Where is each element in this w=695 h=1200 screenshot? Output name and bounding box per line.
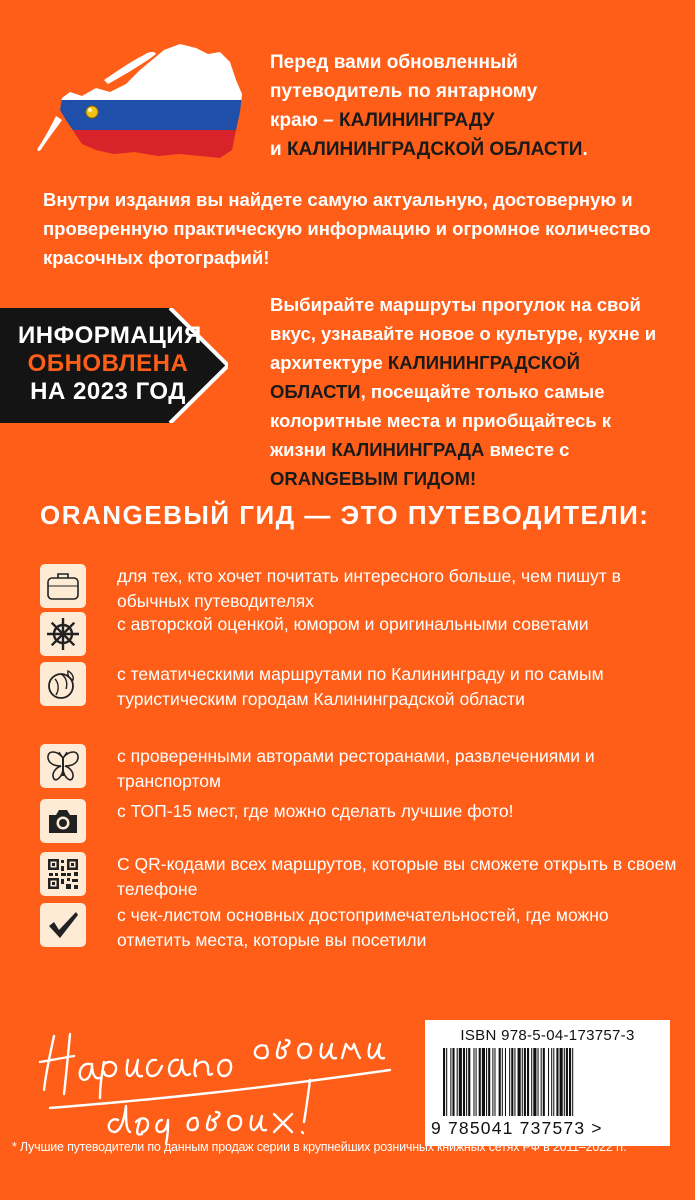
intro-highlight-region: КАЛИНИНГРАДСКОЙ ОБЛАСТИ <box>286 139 583 160</box>
routes-highlight-region: КАЛИНИНГРАДСКОЙ ОБЛАСТИ <box>270 352 580 402</box>
feature-text-5: с ТОП-15 мест, где можно сделать лучшие фото! <box>117 801 514 821</box>
routes-text-3: вместе с <box>484 439 570 460</box>
routes-highlight-guide: ORANGEВЫМ ГИДОМ! <box>270 468 477 489</box>
badge-line-2: ОБНОВЛЕНА <box>27 350 189 377</box>
feature-text-4: с проверенными авторами ресторанами, развлечениями и транспортом <box>117 746 595 791</box>
isbn-digits: 9 785041 737573 > <box>431 1118 603 1138</box>
suitcase-icon <box>40 564 86 608</box>
badge-text <box>18 322 202 406</box>
isbn-barcode-block <box>425 1020 670 1146</box>
routes-text-2: , посещайте только самые колоритные места и приобщайтесь к жизни <box>270 381 612 460</box>
intro-line-4 <box>270 135 670 164</box>
routes-paragraph <box>270 290 670 493</box>
feature-text-6: С QR-кодами всех маршрутов, которые вы сможете открыть в своем телефоне <box>117 854 677 899</box>
intro-line-4-text: и <box>270 139 287 160</box>
intro-paragraph <box>270 48 670 164</box>
feature-text-1: для тех, кто хочет почитать интересного больше, чем пишут в обычных путеводителях <box>117 566 621 611</box>
intro-highlight-kaliningrad: КАЛИНИНГРАДУ <box>339 110 495 131</box>
butterfly-icon <box>40 744 86 788</box>
intro-line-2: путеводитель по янтарному <box>270 81 538 102</box>
intro-line-1: Перед вами обновленный <box>270 52 518 73</box>
intro-line-3-text: краю – <box>270 110 340 131</box>
feature-text-7: с чек-листом основных достопримечательностей, где можно отметить места, которые вы посетили <box>117 905 609 950</box>
ship-wheel-icon <box>40 612 86 656</box>
footnote: * Лучшие путеводители по данным продаж серии в крупнейших розничных книжных сетях РФ в 2011–2022 гг. <box>12 1140 627 1154</box>
camera-icon <box>40 799 86 843</box>
intro-period: . <box>582 139 588 160</box>
fruit-icon <box>40 662 86 706</box>
feature-text-2: с авторской оценкой, юмором и оригинальными советами <box>117 614 589 634</box>
kaliningrad-flag-map <box>30 40 250 170</box>
checkmark-icon <box>40 903 86 947</box>
intro-line-3 <box>270 106 670 135</box>
handwritten-signature <box>30 1020 400 1155</box>
barcode <box>443 1048 655 1118</box>
feature-text-3: с тематическими маршрутами по Калининграду и по самым туристическим городам Калининградской области <box>117 664 604 709</box>
features-heading: ORANGEВЫЙ ГИД — ЭТО ПУТЕВОДИТЕЛИ: <box>40 500 650 530</box>
isbn-label: ISBN 978-5-04-173757-3 <box>460 1027 635 1044</box>
routes-highlight-city: КАЛИНИНГРАДА <box>331 439 485 460</box>
badge-line-1: ИНФОРМАЦИЯ <box>18 322 202 349</box>
routes-text-1: Выбирайте маршруты прогулок на свой вкус, узнавайте новое о культуре, кухне и архитектуре <box>270 294 657 373</box>
qr-code-icon <box>40 852 86 896</box>
badge-line-3: НА 2023 ГОД <box>30 378 186 405</box>
inside-paragraph: Внутри издания вы найдете самую актуальную, достоверную и проверенную практическую информацию и огромное количество красочных фотографий! <box>43 189 651 268</box>
